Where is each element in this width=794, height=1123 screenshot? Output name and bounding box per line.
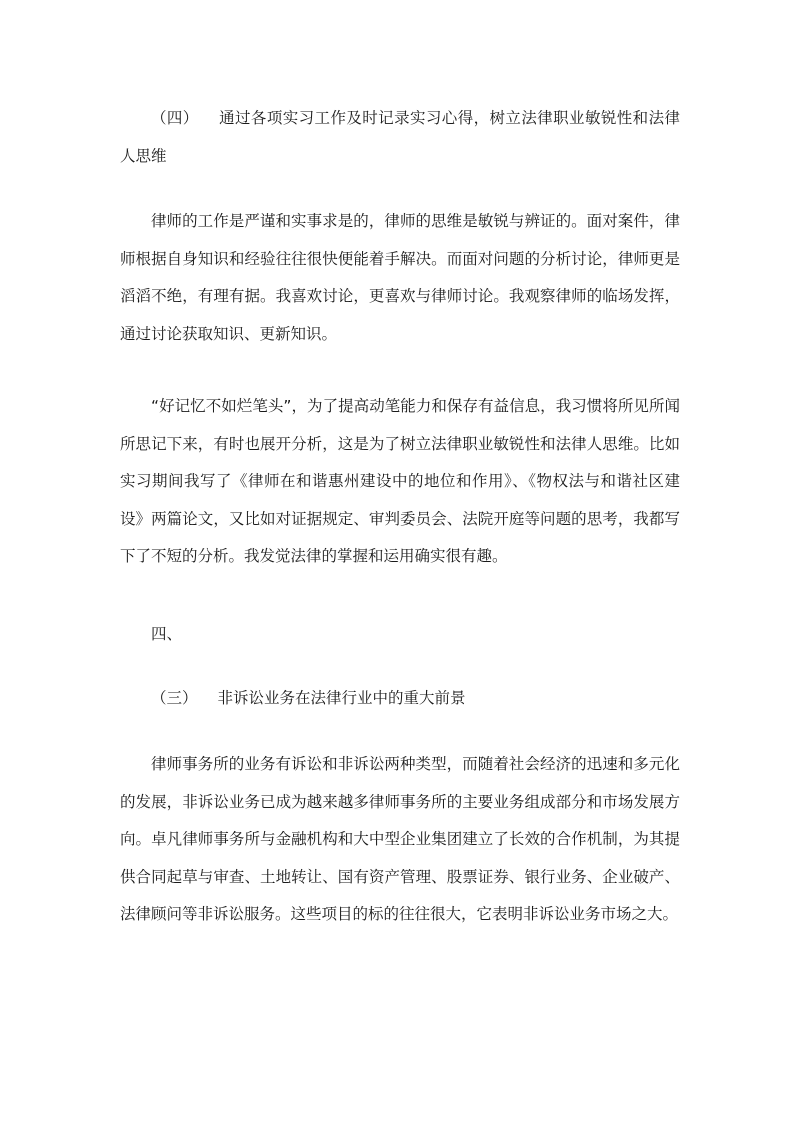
paragraph-non-litigation: 律师事务所的业务有诉讼和非诉讼两种类型，而随着社会经济的迅速和多元化的发展，非诉讼业务已成为越来越多律师事务所的主要业务组成部分和市场发展方向。卓凡律师事务所与金融机构和大中型企业集团建立了长效的合作机制，为其提供合同起草与审查、土地转让、国有资产管理、股票证券、银行业务、企业破产、法律顾问等非诉讼服务。这些项目的标的往往很大，它表明非诉讼业务市场之大。 [120,755,680,923]
heading-section-3-sub [120,680,680,718]
paragraph-lawyer-thinking: 律师的工作是严谨和实事求是的，律师的思维是敏锐与辨证的。面对案件，律师根据自身知识和经验往往很快便能着手解决。而面对问题的分析讨论，律师更是滔滔不绝，有理有据。我喜欢讨论，更喜欢与律师讨论。我观察律师的临场发挥，通过讨论获取知识、更新知识。 [120,212,680,343]
heading-text: 非诉讼业务在法律行业中的重大前景 [217,689,466,707]
heading-number: （三） [151,689,198,707]
paragraph-note-taking: “好记忆不如烂笔头”，为了提高动笔能力和保存有益信息，我习惯将所见所闻所思记下来，有时也展开分析，这是为了树立法律职业敏锐性和法律人思维。比如实习期间我写了《律师在和谐惠州建设中的地位和作用》、《物权法与和谐社区建设》两篇论文，又比如对证据规定、审判委员会、法院开庭等问题的思考，我都写下了不短的分析。我发觉法律的掌握和运用确实很有趣。 [120,397,680,565]
heading-section-4-sub [120,100,680,175]
section-heading-four: 四、 [151,625,183,643]
heading-text: 通过各项实习工作及时记录实习心得，树立法律职业敏锐性和法律人思维 [120,109,680,165]
heading-number: （四） [151,109,199,127]
